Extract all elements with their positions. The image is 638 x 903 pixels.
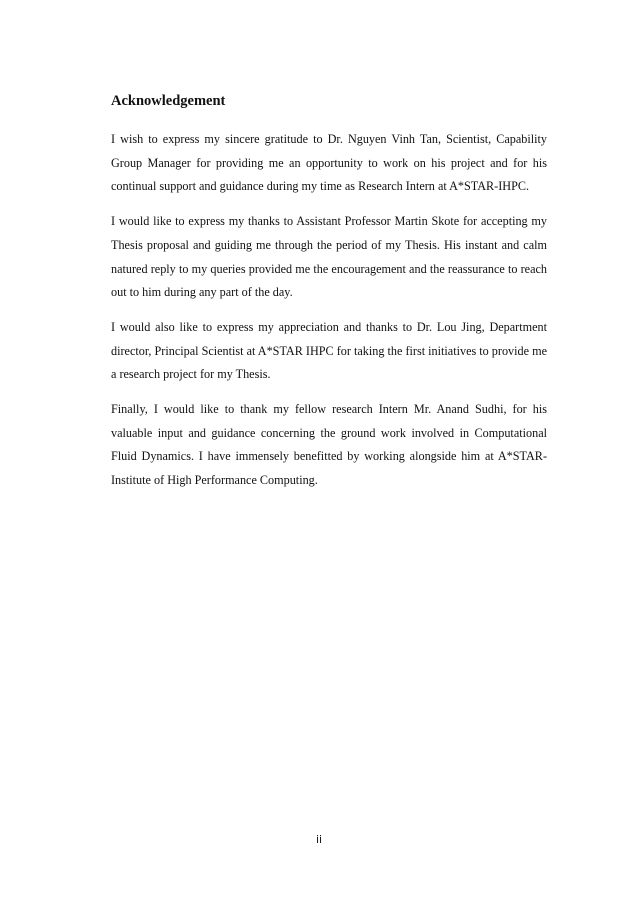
paragraph-4: Finally, I would like to thank my fellow research Intern Mr. Anand Sudhi, for his valuable input and guidance concerning the ground work involved in Computational Fluid Dynamics. I have immensely benefitted by working alongside him at A*STAR-Institute of High Performance Computing.: [111, 402, 547, 488]
paragraph-1: I wish to express my sincere gratitude to Dr. Nguyen Vinh Tan, Scientist, Capability Group Manager for providing me an opportunity to work on his project and for his continual support and guidance during my time as Research Intern at A*STAR-IHPC.: [111, 132, 547, 194]
page-title: Acknowledgement: [111, 93, 226, 109]
paragraph-2: I would like to express my thanks to Assistant Professor Martin Skote for accepting my Thesis proposal and guiding me through the period of my Thesis. His instant and calm natured reply to my queries provided me the encouragement and the reassurance to reach out to him during any part of the day.: [111, 214, 547, 300]
page-number: ii: [315, 833, 323, 846]
paragraph-3: I would also like to express my appreciation and thanks to Dr. Lou Jing, Department director, Principal Scientist at A*STAR IHPC for taking the first initiatives to provide me a research project for my Thesis.: [111, 319, 547, 382]
acknowledgement-body: [111, 128, 547, 504]
